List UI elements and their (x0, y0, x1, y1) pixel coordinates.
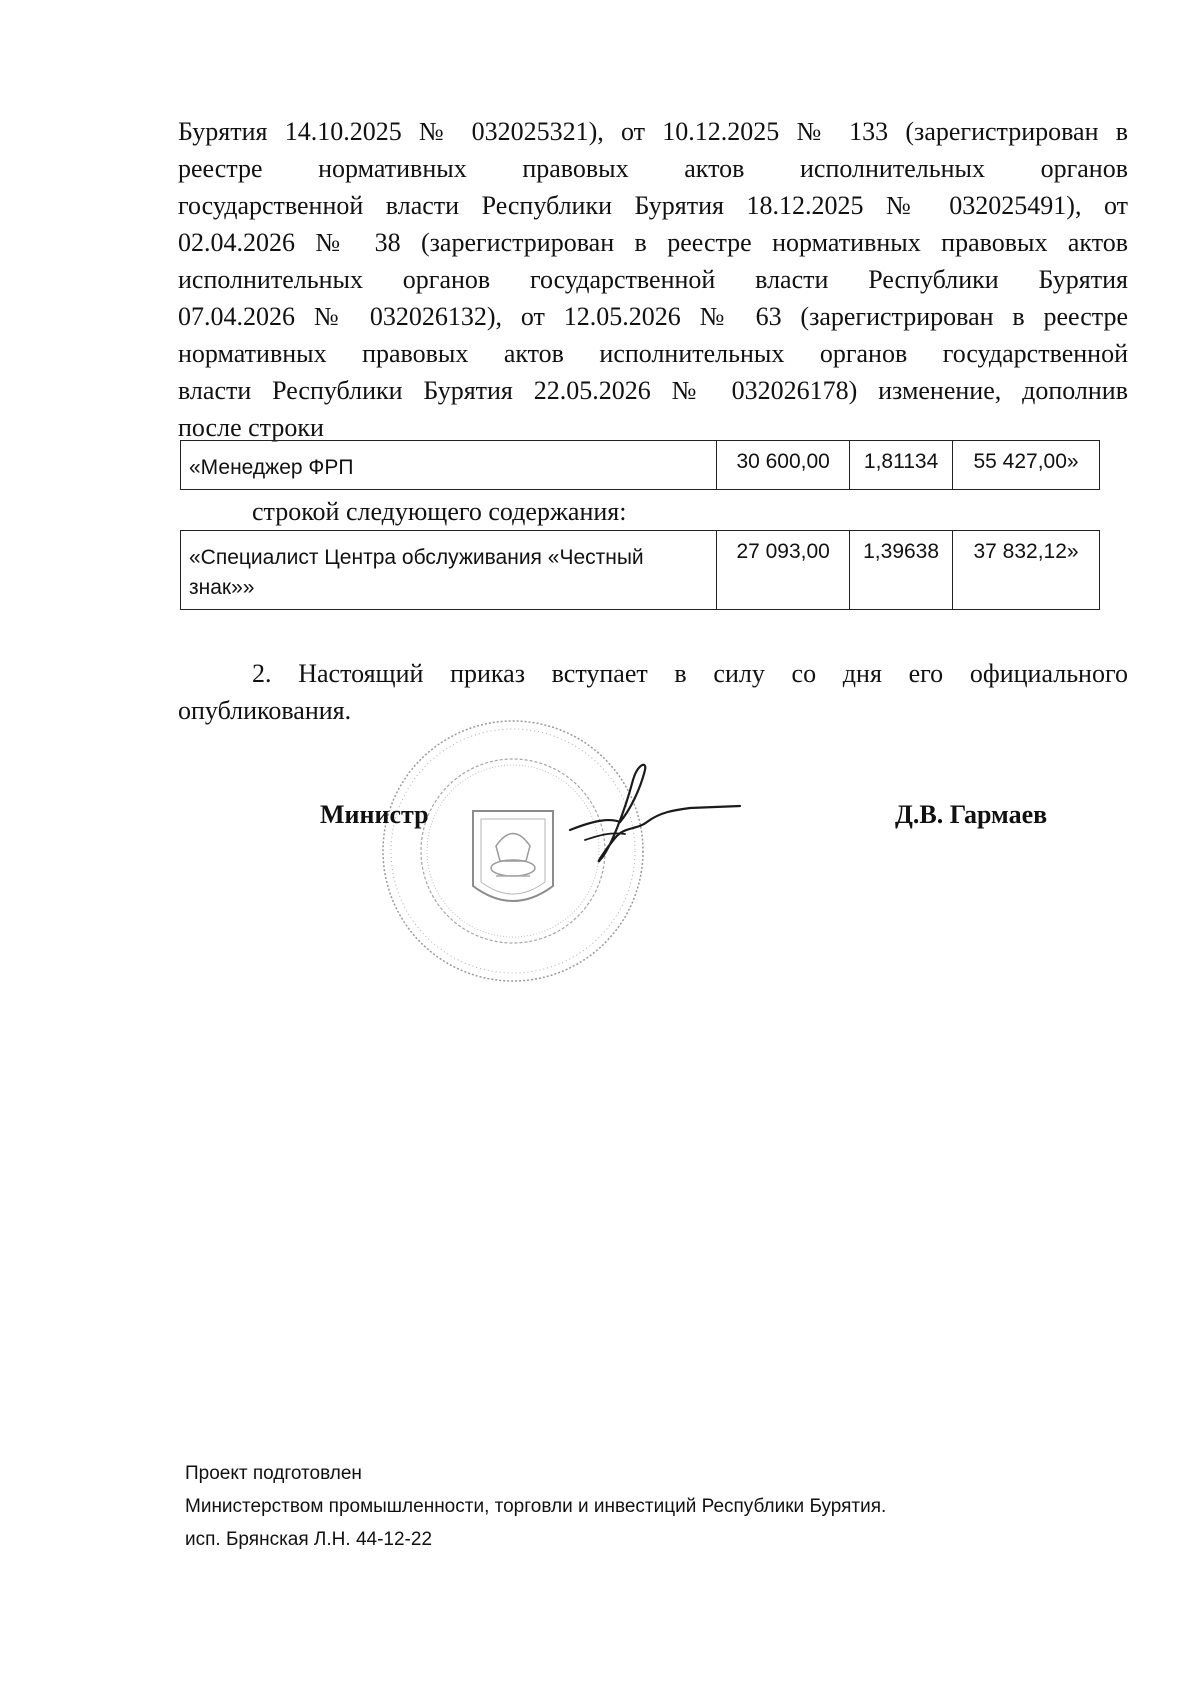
footer-line: исп. Брянская Л.Н. 44-12-22 (185, 1529, 433, 1550)
body-line: нормативных правовых актов исполнительных органов государственной (178, 339, 1128, 368)
old-row-table (180, 440, 1100, 490)
body-line: государственной власти Республики Бурятия 18.12.2025 № 032025491), от (178, 191, 1128, 220)
body-paragraph (178, 113, 1128, 446)
coefficient-value: 1,81134 (850, 441, 953, 490)
total-value: 37 832,12» (953, 531, 1100, 610)
body-line: 02.04.2026 № 38 (зарегистрирован в реестре нормативных правовых актов (178, 228, 1128, 257)
footer-line: Министерством промышленности, торговли и инвестиций Республики Бурятия. (185, 1496, 887, 1517)
total-value: 55 427,00» (953, 441, 1100, 490)
new-row-table (180, 530, 1100, 610)
position-name: «Специалист Центра обслуживания «Честный знак»» (181, 531, 717, 610)
footer-line: Проект подготовлен (185, 1463, 362, 1484)
footer-note (185, 1457, 886, 1556)
clause-line: опубликования. (178, 696, 352, 725)
salary-value: 27 093,00 (717, 531, 850, 610)
body-line: власти Республики Бурятия 22.05.2026 № 032026178) изменение, дополнив (178, 376, 1128, 405)
connector-text: строкой следующего содержания: (252, 497, 627, 526)
coefficient-value: 1,39638 (850, 531, 953, 610)
signatory-role: Министр (320, 800, 429, 829)
body-line: Бурятия 14.10.2025 № 032025321), от 10.12.2025 № 133 (зарегистрирован в (178, 117, 1128, 146)
salary-value: 30 600,00 (717, 441, 850, 490)
body-line: после строки (178, 413, 324, 442)
body-line: 07.04.2026 № 032026132), от 12.05.2026 № 63 (зарегистрирован в реестре (178, 302, 1128, 331)
handwritten-signature (565, 760, 745, 870)
clause-line: 2. Настоящий приказ вступает в силу со дня его официального (252, 659, 1128, 688)
table-row (181, 531, 1100, 610)
body-line: реестре нормативных правовых актов исполнительных органов (178, 154, 1128, 183)
clause-2 (178, 655, 1128, 729)
body-line: исполнительных органов государственной власти Республики Бурятия (178, 265, 1128, 294)
table-row (181, 441, 1100, 490)
signatory-name: Д.В. Гармаев (895, 800, 1048, 829)
position-name: «Менеджер ФРП (181, 441, 717, 490)
